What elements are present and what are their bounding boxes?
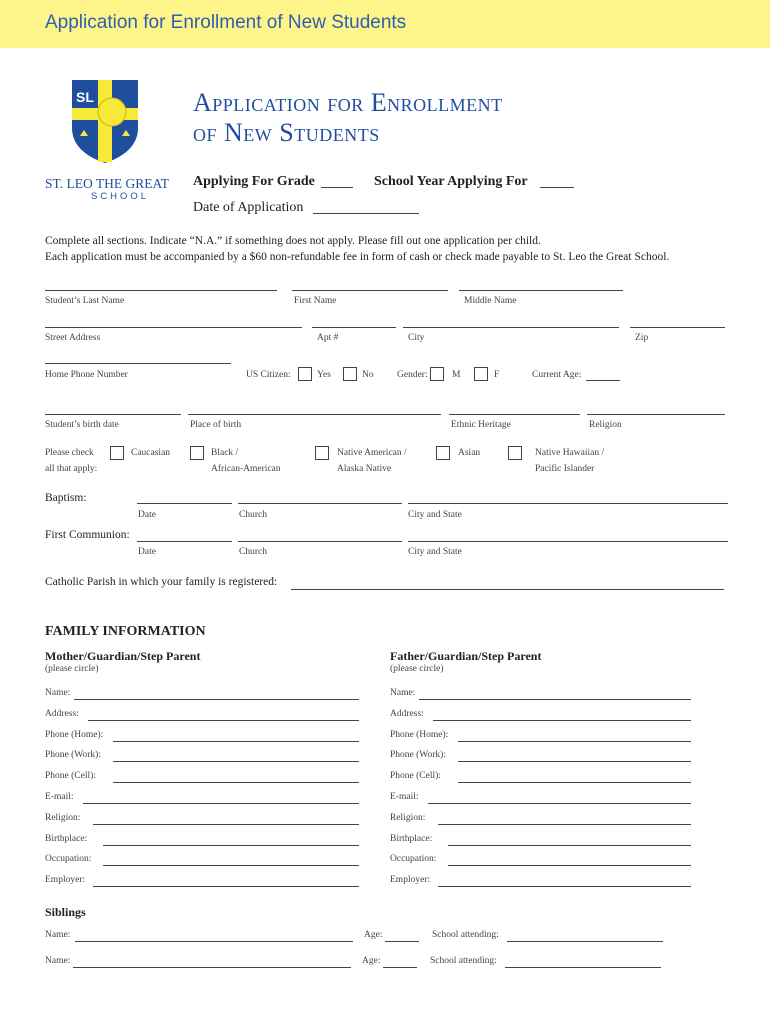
mother-field-label: Address: — [45, 709, 79, 719]
middle-name-label: Middle Name — [464, 296, 517, 306]
father-field-label: Address: — [390, 709, 424, 719]
grade-input[interactable] — [321, 187, 353, 188]
check-all-label-line2: all that apply: — [45, 464, 98, 474]
grade-label: Applying For Grade — [193, 174, 315, 189]
father-field-input[interactable] — [419, 699, 692, 700]
mother-field-label: Phone (Cell): — [45, 771, 96, 781]
form-title-line2: of New Students — [193, 118, 380, 147]
parish-input[interactable] — [291, 589, 724, 590]
school-crest-icon — [70, 78, 140, 164]
gender-female-checkbox[interactable] — [474, 367, 488, 381]
father-field-input[interactable] — [433, 720, 691, 721]
mother-field-label: Name: — [45, 688, 71, 698]
father-field-input[interactable] — [428, 803, 691, 804]
native-hawaiian-label-line2: Pacific Islander — [535, 464, 595, 474]
sibling2-age-label: Age: — [362, 956, 381, 966]
father-field-label: Phone (Home): — [390, 730, 449, 740]
father-heading: Father/Guardian/Step Parent — [390, 649, 542, 663]
caucasian-label: Caucasian — [131, 448, 171, 458]
city-label: City — [408, 333, 425, 343]
native-hawaiian-checkbox[interactable] — [508, 446, 522, 460]
school-name: ST. LEO THE GREAT — [45, 176, 169, 191]
mother-field-label: E-mail: — [45, 792, 74, 802]
gender-female-label: F — [494, 370, 500, 380]
sibling1-age-input[interactable] — [385, 941, 419, 942]
zip-input[interactable] — [630, 327, 725, 328]
sibling2-name-label: Name: — [45, 956, 71, 966]
father-field-label: Employer: — [390, 875, 431, 885]
asian-label: Asian — [458, 448, 481, 458]
black-checkbox[interactable] — [190, 446, 204, 460]
sibling1-age-label: Age: — [364, 930, 383, 940]
black-label-line2: African-American — [211, 464, 281, 474]
home-phone-label: Home Phone Number — [45, 370, 128, 380]
sibling1-name-label: Name: — [45, 930, 71, 940]
mother-field-input[interactable] — [93, 824, 359, 825]
us-citizen-no-label: No — [362, 370, 374, 380]
father-field-input[interactable] — [448, 865, 691, 866]
gender-male-checkbox[interactable] — [430, 367, 444, 381]
street-address-label: Street Address — [45, 333, 101, 343]
father-field-input[interactable] — [458, 782, 691, 783]
svg-text:SL: SL — [76, 89, 94, 105]
city-input[interactable] — [403, 327, 619, 328]
apt-label: Apt # — [317, 333, 339, 343]
date-of-application-input[interactable] — [313, 213, 419, 214]
mother-field-input[interactable] — [113, 741, 359, 742]
mother-field-label: Religion: — [45, 813, 81, 823]
baptism-date-label: Date — [138, 510, 156, 520]
communion-city-state-label: City and State — [408, 547, 462, 557]
sibling2-school-input[interactable] — [505, 967, 661, 968]
mother-circle-note: (please circle) — [45, 664, 99, 674]
first-communion-label: First Communion: — [45, 529, 130, 541]
mother-field-input[interactable] — [103, 865, 359, 866]
baptism-label: Baptism: — [45, 492, 87, 504]
form-title — [193, 88, 503, 148]
ethnic-heritage-input[interactable] — [449, 414, 580, 415]
native-american-label-line1: Native American / — [337, 448, 407, 458]
father-field-label: Occupation: — [390, 854, 437, 864]
mother-field-input[interactable] — [103, 845, 359, 846]
form-title-line1: Application for Enrollment — [193, 88, 503, 117]
sibling2-name-input[interactable] — [73, 967, 351, 968]
baptism-date-input[interactable] — [137, 503, 232, 504]
father-field-input[interactable] — [438, 824, 691, 825]
baptism-church-input[interactable] — [238, 503, 402, 504]
father-field-input[interactable] — [458, 741, 691, 742]
mother-field-input[interactable] — [74, 699, 360, 700]
mother-field-input[interactable] — [88, 720, 359, 721]
instructions-line1: Complete all sections. Indicate “N.A.” if something does not apply. Please fill out one application per child. — [45, 235, 541, 247]
family-info-heading: FAMILY INFORMATION — [45, 624, 206, 639]
father-field-label: Phone (Work): — [390, 750, 446, 760]
father-field-input[interactable] — [438, 886, 691, 887]
sibling2-age-input[interactable] — [383, 967, 417, 968]
birth-place-label: Place of birth — [190, 420, 242, 430]
religion-input[interactable] — [587, 414, 725, 415]
communion-church-label: Church — [239, 547, 267, 557]
street-address-input[interactable] — [45, 327, 302, 328]
father-circle-note: (please circle) — [390, 664, 444, 674]
mother-field-input[interactable] — [113, 761, 359, 762]
mother-field-label: Phone (Home): — [45, 730, 104, 740]
father-field-input[interactable] — [458, 761, 691, 762]
mother-field-input[interactable] — [93, 886, 359, 887]
mother-field-input[interactable] — [113, 782, 359, 783]
current-age-label: Current Age: — [532, 370, 582, 380]
native-american-checkbox[interactable] — [315, 446, 329, 460]
birth-date-label: Student’s birth date — [45, 420, 119, 430]
date-of-application-label: Date of Application — [193, 200, 304, 215]
black-label-line1: Black / — [211, 448, 239, 458]
mother-field-input[interactable] — [83, 803, 359, 804]
middle-name-input[interactable] — [459, 290, 623, 291]
baptism-church-label: Church — [239, 510, 267, 520]
communion-church-input[interactable] — [238, 541, 402, 542]
communion-date-label: Date — [138, 547, 156, 557]
father-field-input[interactable] — [448, 845, 691, 846]
asian-checkbox[interactable] — [436, 446, 450, 460]
us-citizen-yes-label: Yes — [317, 370, 331, 380]
father-field-label: Name: — [390, 688, 416, 698]
last-name-label: Student’s Last Name — [45, 296, 125, 306]
father-field-label: E-mail: — [390, 792, 419, 802]
father-field-label: Birthplace: — [390, 834, 433, 844]
sibling2-school-label: School attending: — [430, 956, 497, 966]
communion-date-input[interactable] — [137, 541, 232, 542]
baptism-city-state-label: City and State — [408, 510, 462, 520]
mother-field-label: Phone (Work): — [45, 750, 101, 760]
caucasian-checkbox[interactable] — [110, 446, 124, 460]
home-phone-input[interactable] — [45, 363, 231, 364]
first-name-label: First Name — [294, 296, 337, 306]
siblings-heading: Siblings — [45, 905, 86, 919]
us-citizen-label: US Citizen: — [246, 370, 291, 380]
gender-label: Gender: — [397, 370, 428, 380]
father-field-label: Religion: — [390, 813, 426, 823]
birth-place-input[interactable] — [188, 414, 441, 415]
native-hawaiian-label-line1: Native Hawaiian / — [535, 448, 605, 458]
sibling1-name-input[interactable] — [75, 941, 353, 942]
school-year-label: School Year Applying For — [374, 174, 528, 189]
sibling1-school-input[interactable] — [507, 941, 663, 942]
check-all-label-line1: Please check — [45, 448, 94, 458]
mother-field-label: Occupation: — [45, 854, 92, 864]
native-american-label-line2: Alaska Native — [337, 464, 392, 474]
banner-title: Application for Enrollment of New Students — [45, 12, 407, 33]
sibling1-school-label: School attending: — [432, 930, 499, 940]
apt-input[interactable] — [312, 327, 396, 328]
baptism-city-state-input[interactable] — [408, 503, 728, 504]
last-name-input[interactable] — [45, 290, 277, 291]
gender-male-label: M — [452, 370, 461, 380]
school-year-input[interactable] — [540, 187, 574, 188]
current-age-input[interactable] — [586, 380, 620, 381]
first-name-input[interactable] — [292, 290, 448, 291]
school-subtitle: SCHOOL — [90, 191, 150, 202]
mother-field-label: Employer: — [45, 875, 86, 885]
religion-label: Religion — [589, 420, 622, 430]
zip-label: Zip — [635, 333, 649, 343]
father-field-label: Phone (Cell): — [390, 771, 441, 781]
instructions-line2: Each application must be accompanied by a $60 non-refundable fee in form of cash or check made payable to St. Leo the Great School. — [45, 251, 670, 263]
mother-field-label: Birthplace: — [45, 834, 88, 844]
mother-heading: Mother/Guardian/Step Parent — [45, 649, 201, 663]
communion-city-state-input[interactable] — [408, 541, 728, 542]
us-citizen-no-checkbox[interactable] — [343, 367, 357, 381]
birth-date-input[interactable] — [45, 414, 181, 415]
ethnic-heritage-label: Ethnic Heritage — [451, 420, 511, 430]
parish-label: Catholic Parish in which your family is registered: — [45, 576, 278, 588]
us-citizen-yes-checkbox[interactable] — [298, 367, 312, 381]
